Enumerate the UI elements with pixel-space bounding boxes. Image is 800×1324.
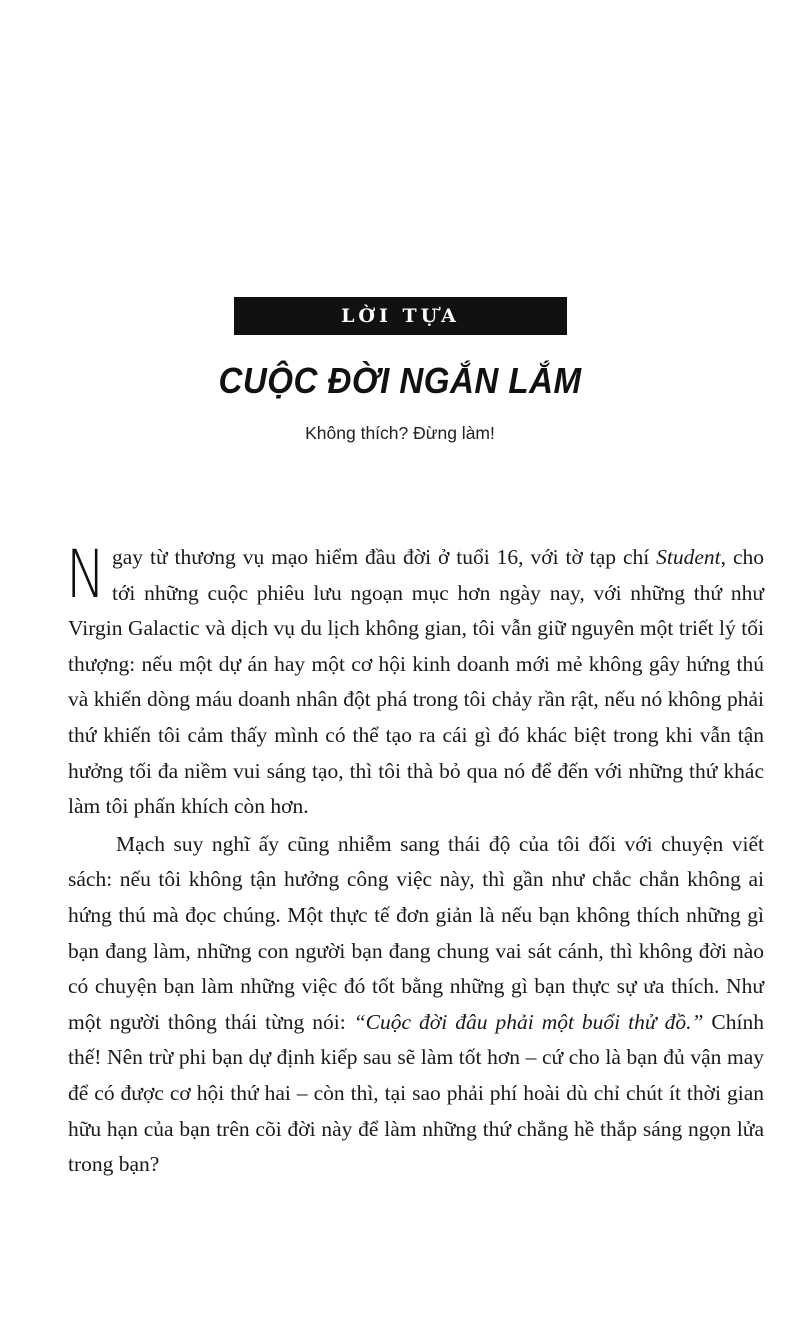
paragraph-2-text-a: Mạch suy nghĩ ấy cũng nhiễm sang thái độ của tôi đối với chuyện viết sách: nếu tôi không tận hưởng công việc này, thì gần như chắc chắn không ai hứng thú mà đọc chúng. Một thực tế đơn giản là nếu bạn không thích những gì bạn đang làm, những con người bạn đang chung vai sát cánh, thì không đời nào có chuyện bạn làm những việc đó tốt bằng những gì bạn thực sự ưa thích. Như một người thông thái từng nói: [68,831,764,1034]
paragraph-2 [68,827,764,1183]
section-banner [234,297,567,335]
paragraph-1-text-b: , cho tới những cuộc phiêu lưu ngoạn mục hơn ngày nay, với những thứ như Virgin Galactic và dịch vụ du lịch không gian, tôi vẫn giữ nguyên một triết lý tối thượng: nếu một dự án hay một cơ hội kinh doanh mới mẻ không gây hứng thú và khiến dòng máu doanh nhân đột phá trong tôi chảy rần rật, nếu nó không phải thứ khiến tôi cảm thấy mình có thể tạo ra cái gì đó khác biệt trong khi vẫn tận hưởng tối đa niềm vui sáng tạo, thì tôi thà bỏ qua nó để đến với những thứ khác làm tôi phấn khích còn hơn. [68,545,765,819]
body-text [66,536,765,1183]
chapter-subtitle: Không thích? Đừng làm! [305,423,495,443]
paragraph-1-text-a: gay từ thương vụ mạo hiểm đầu đời ở tuổi 16, với tờ tạp chí [112,545,657,569]
quote: “Cuộc đời đâu phải một buổi thử đồ.” [353,1009,704,1034]
paragraph-1 [66,536,765,825]
chapter-title: CUỘC ĐỜI NGẮN LẮM [218,360,582,401]
magazine-name: Student [656,545,721,569]
paragraph-2-text-b: Chính thế! Nên trừ phi bạn dự định kiếp sau sẽ làm tốt hơn – cứ cho là bạn đủ vận may để có được cơ hội thứ hai – còn thì, tại sao phải phí hoài dù chỉ chút ít thời gian hữu hạn của bạn trên cõi đời này để làm những thứ chẳng hề thắp sáng ngọn lửa trong bạn? [68,1009,764,1177]
drop-cap: N [66,536,106,613]
section-label: LỜI TỰA [341,305,460,327]
